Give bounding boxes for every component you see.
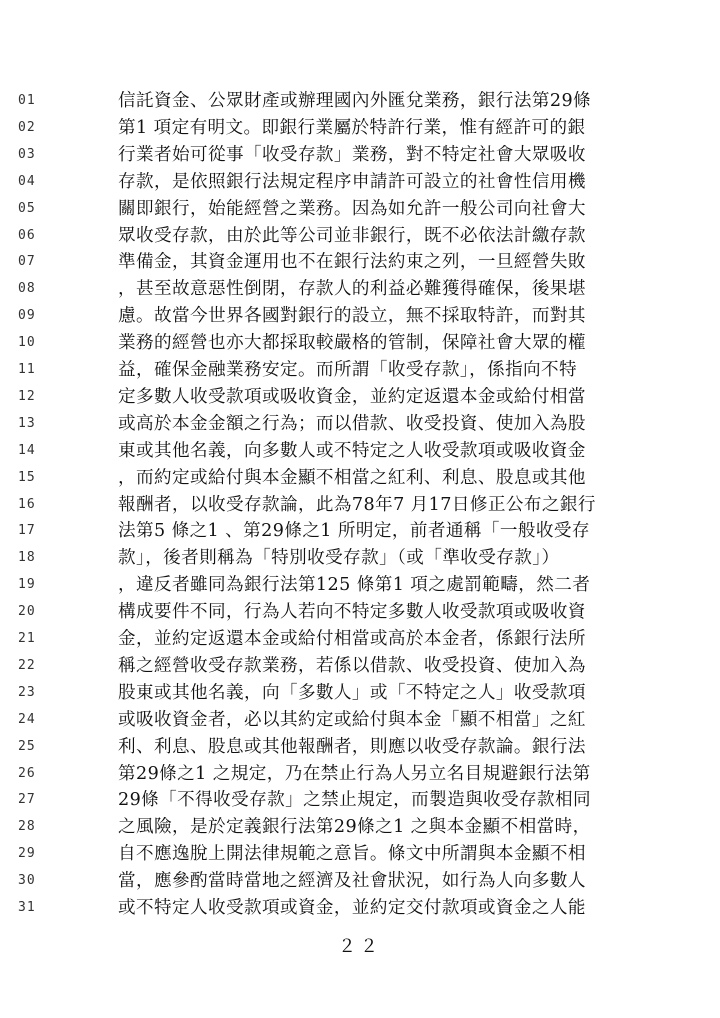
line-number: 04 (18, 173, 36, 189)
text-line (0, 88, 720, 114)
line-number: 13 (18, 415, 36, 431)
text-line (0, 411, 720, 437)
text-line (0, 115, 720, 141)
line-number: 16 (18, 496, 36, 512)
text-line (0, 196, 720, 222)
page-number: ２２ (338, 936, 382, 957)
line-number: 31 (18, 900, 36, 915)
line-text: 或高於本金金額之行為；而以借款、收受投資、使加入為股 (118, 413, 586, 434)
text-line (0, 680, 720, 706)
line-text: ，甚至故意惡性倒閉，存款人的利益必難獲得確保，後果堪 (118, 279, 586, 300)
line-number: 27 (18, 792, 36, 808)
text-line (0, 895, 720, 921)
line-number: 03 (18, 146, 36, 162)
line-text: 第1 項定有明文。即銀行業屬於特許行業，惟有經許可的銀 (118, 117, 586, 138)
line-number: 24 (18, 711, 36, 727)
line-text: 稱之經營收受存款業務，若係以借款、收受投資、使加入為 (118, 655, 586, 676)
line-number: 26 (18, 765, 36, 781)
line-number: 22 (18, 657, 36, 673)
line-number: 12 (18, 388, 36, 404)
text-line (0, 330, 720, 356)
line-text: 定多數人收受款項或吸收資金，並約定返還本金或給付相當 (118, 386, 586, 407)
text-line (0, 814, 720, 840)
text-line (0, 626, 720, 652)
line-text: 業務的經營也亦大都採取較嚴格的管制，保障社會大眾的權 (118, 333, 586, 354)
line-text: 款」，後者則稱為「特別收受存款」（或「準收受存款」） (118, 548, 560, 569)
line-number: 29 (18, 846, 36, 862)
text-line (0, 223, 720, 249)
line-text: 眾收受存款，由於此等公司並非銀行，既不必依法計繳存款 (118, 225, 586, 246)
line-number: 05 (18, 200, 36, 216)
line-text: ，違反者雖同為銀行法第125 條第1 項之處罰範疇，然二者 (118, 575, 591, 596)
line-text: 利、利息、股息或其他報酬者，則應以收受存款論。銀行法 (118, 736, 586, 757)
line-text: 法第5 條之1 、第29條之1 所明定，前者通稱「一般收受存 (118, 521, 590, 542)
text-line (0, 868, 720, 894)
line-text: 或吸收資金者，必以其約定或給付與本金「顯不相當」之紅 (118, 709, 586, 730)
text-line (0, 303, 720, 329)
text-line (0, 787, 720, 813)
text-line (0, 734, 720, 760)
line-number: 23 (18, 684, 36, 700)
text-line (0, 841, 720, 867)
text-line (0, 276, 720, 302)
text-line (0, 545, 720, 571)
line-number: 07 (18, 254, 36, 270)
line-text: 之風險，是於定義銀行法第29條之1 之與本金顯不相當時， (118, 817, 591, 838)
line-text: 自不應逸脫上開法律規範之意旨。條文中所謂與本金顯不相 (118, 844, 586, 865)
text-line (0, 761, 720, 787)
line-text: 信託資金、公眾財產或辦理國內外匯兌業務，銀行法第29條 (118, 91, 592, 111)
line-number: 17 (18, 523, 36, 539)
line-text: 準備金，其資金運用也不在銀行法約束之列，一旦經營失敗 (118, 252, 586, 273)
line-text: 關即銀行，始能經營之業務。因為如允許一般公司向社會大 (118, 198, 586, 219)
line-number: 19 (18, 577, 36, 593)
line-number: 08 (18, 281, 36, 297)
line-text: 當，應參酌當時當地之經濟及社會狀況，如行為人向多數人 (118, 871, 586, 892)
line-text: 東或其他名義，向多數人或不特定之人收受款項或吸收資金 (118, 440, 586, 461)
line-text: 第29條之1 之規定，乃在禁止行為人另立名目規避銀行法第 (118, 763, 591, 784)
text-line (0, 384, 720, 410)
line-text: 29條「不得收受存款」之禁止規定，而製造與收受存款相同 (118, 790, 592, 811)
text-line (0, 599, 720, 625)
line-number: 21 (18, 631, 36, 646)
text-line (0, 465, 720, 491)
line-text: 或不特定人收受款項或資金，並約定交付款項或資金之人能 (118, 898, 586, 918)
line-text: 存款，是依照銀行法規定程序申請許可設立的社會性信用機 (118, 171, 586, 192)
text-line (0, 142, 720, 168)
line-text: 股東或其他名義，向「多數人」或「不特定之人」收受款項 (118, 682, 586, 703)
line-number: 06 (18, 227, 36, 243)
line-number: 02 (18, 119, 36, 135)
line-number: 09 (18, 308, 36, 324)
line-number: 10 (18, 335, 36, 351)
line-number: 25 (18, 738, 36, 754)
text-line (0, 169, 720, 195)
line-number: 11 (18, 362, 36, 377)
line-number: 18 (18, 550, 36, 566)
text-line (0, 653, 720, 679)
line-text: 金，並約定返還本金或給付相當或高於本金者，係銀行法所 (118, 629, 586, 649)
text-line (0, 518, 720, 544)
text-line (0, 492, 720, 518)
line-text: 構成要件不同，行為人若向不特定多數人收受款項或吸收資 (118, 602, 586, 623)
text-line (0, 249, 720, 275)
line-number: 30 (18, 873, 36, 889)
line-number: 15 (18, 469, 36, 485)
line-number: 14 (18, 442, 36, 458)
text-line (0, 438, 720, 464)
line-number: 28 (18, 819, 36, 835)
text-line (0, 707, 720, 733)
line-text: 行業者始可從事「收受存款」業務，對不特定社會大眾吸收 (118, 144, 586, 165)
line-text: 慮。故當今世界各國對銀行的設立，無不採取特許，而對其 (118, 306, 586, 327)
text-line (0, 357, 720, 383)
line-number: 01 (18, 93, 36, 108)
line-number: 20 (18, 604, 36, 620)
text-line (0, 572, 720, 598)
line-text: ，而約定或給付與本金顯不相當之紅利、利息、股息或其他 (118, 467, 586, 488)
line-text: 益，確保金融業務安定。而所謂「收受存款」，係指向不特 (118, 360, 578, 380)
line-text: 報酬者，以收受存款論，此為78年7 月17日修正公布之銀行 (118, 494, 596, 515)
